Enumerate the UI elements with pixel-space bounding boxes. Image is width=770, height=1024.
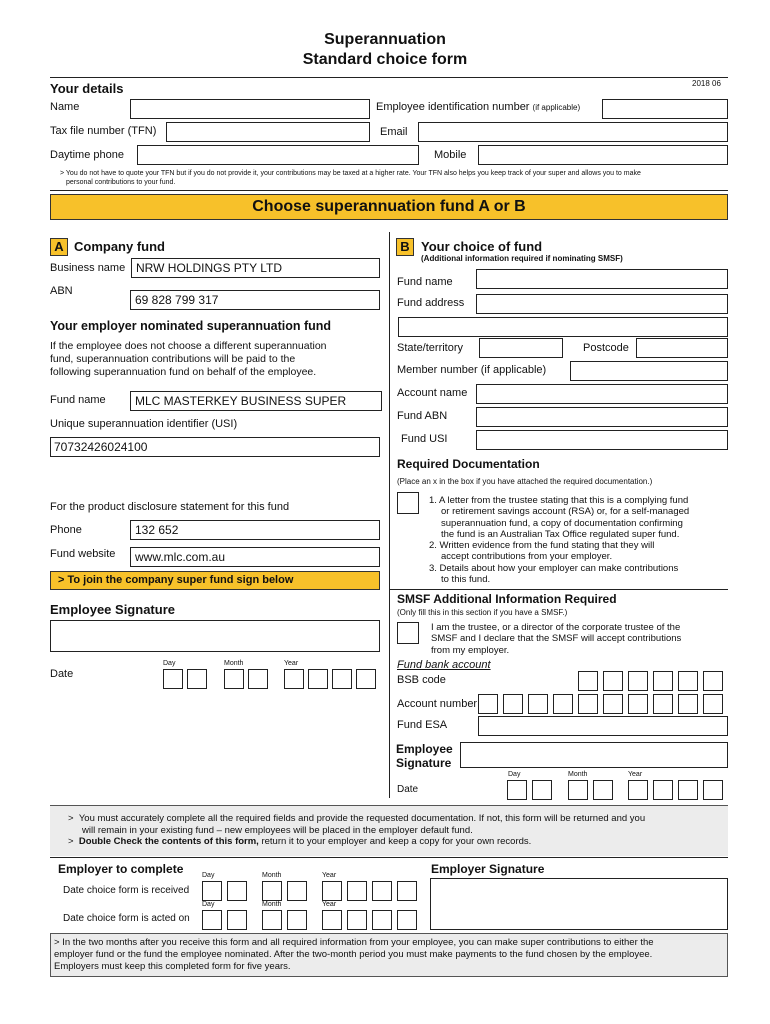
employee-signature-label-b bbox=[396, 742, 453, 770]
fund-name-label-a: Fund name bbox=[50, 394, 106, 406]
account-number-cell[interactable] bbox=[703, 694, 723, 714]
bottom-note-line1: > In the two months after you receive this form and all required information from your employee, you can make super contributions to either the bbox=[54, 937, 654, 948]
section-b-subheading: (Additional information required if nominating SMSF) bbox=[421, 254, 623, 263]
tfn-note-line2: personal contributions to your fund. bbox=[66, 179, 176, 186]
smsf-rule bbox=[390, 589, 728, 590]
bsb-cell[interactable] bbox=[703, 671, 723, 691]
date-cell[interactable] bbox=[262, 910, 282, 930]
details-rule bbox=[50, 190, 728, 191]
footer-notes bbox=[68, 813, 718, 848]
date-cell[interactable] bbox=[227, 910, 247, 930]
nominated-fund-text bbox=[50, 340, 380, 379]
employee-signature-heading-a: Employee Signature bbox=[50, 602, 175, 617]
date-cell[interactable] bbox=[347, 881, 367, 901]
month-label-a: Month bbox=[224, 660, 244, 667]
employee-signature-field-b[interactable] bbox=[460, 742, 728, 768]
smsf-heading: SMSF Additional Information Required bbox=[397, 592, 617, 606]
date-cell[interactable] bbox=[322, 910, 342, 930]
date-cell[interactable] bbox=[653, 780, 673, 800]
date-cell[interactable] bbox=[308, 669, 328, 689]
required-doc-checkbox[interactable] bbox=[397, 492, 419, 514]
date-cell[interactable] bbox=[248, 669, 268, 689]
doc-item-2b: accept contributions from your employer. bbox=[441, 551, 613, 563]
join-company-fund-bar bbox=[50, 571, 380, 590]
year-label-emp-2: Year bbox=[322, 901, 337, 908]
date-cell[interactable] bbox=[397, 910, 417, 930]
account-number-cell[interactable] bbox=[628, 694, 648, 714]
account-number-cell[interactable] bbox=[503, 694, 523, 714]
bsb-cell[interactable] bbox=[628, 671, 648, 691]
employer-top-rule bbox=[50, 857, 728, 858]
bsb-cell[interactable] bbox=[653, 671, 673, 691]
account-number-cell[interactable] bbox=[578, 694, 598, 714]
doc-item-2: 2. Written evidence from the fund stating that they will bbox=[429, 540, 655, 552]
bsb-cell[interactable] bbox=[578, 671, 598, 691]
daytime-phone-label: Daytime phone bbox=[50, 149, 124, 161]
pds-label: For the product disclosure statement for this fund bbox=[50, 501, 290, 513]
doc-item-1: 1. A letter from the trustee stating that this is a complying fund bbox=[429, 495, 689, 506]
smsf-text-2: SMSF and I declare that the SMSF will accept contributions bbox=[431, 633, 682, 645]
business-name-value: NRW HOLDINGS PTY LTD bbox=[136, 261, 283, 275]
tfn-note-line1: > You do not have to quote your TFN but if you do not provide it, your contributions may be taxed at a higher rate. Your TFN also helps you keep track of your super and allows you to make bbox=[60, 170, 641, 177]
employee-sig-b-2: Signature bbox=[396, 756, 452, 770]
date-cell[interactable] bbox=[568, 780, 588, 800]
date-cell[interactable] bbox=[187, 669, 207, 689]
month-label-b: Month bbox=[568, 771, 588, 778]
account-number-cell[interactable] bbox=[528, 694, 548, 714]
year-label-a: Year bbox=[284, 660, 299, 667]
date-cell[interactable] bbox=[372, 910, 392, 930]
postcode-label: Postcode bbox=[583, 342, 629, 354]
date-label-b: Date bbox=[397, 784, 419, 795]
day-label-b: Day bbox=[508, 771, 521, 778]
footer-note-bold: Double Check the contents of this form, bbox=[78, 836, 259, 847]
employee-id-field[interactable] bbox=[602, 99, 728, 119]
usi-label: Unique superannuation identifier (USI) bbox=[50, 418, 238, 430]
date-cell[interactable] bbox=[287, 910, 307, 930]
bsb-label: BSB code bbox=[397, 674, 446, 686]
form-title-line1: Superannuation bbox=[324, 31, 446, 48]
section-a-badge: A bbox=[50, 238, 68, 256]
account-number-cell[interactable] bbox=[603, 694, 623, 714]
email-label: Email bbox=[380, 126, 408, 138]
section-b-vertical-rule bbox=[389, 232, 390, 798]
version-label: 2018 06 bbox=[692, 79, 721, 88]
usi-value: 70732426024100 bbox=[54, 440, 148, 454]
date-cell[interactable] bbox=[322, 881, 342, 901]
year-label-emp-1: Year bbox=[322, 872, 337, 879]
employee-id-label-text: Employee identification number bbox=[376, 101, 530, 113]
date-cell[interactable] bbox=[284, 669, 304, 689]
date-cell[interactable] bbox=[224, 669, 244, 689]
member-number-label: Member number (if applicable) bbox=[397, 364, 547, 376]
received-label: Date choice form is received bbox=[63, 885, 190, 896]
account-number-cell[interactable] bbox=[553, 694, 573, 714]
doc-item-3b: to this fund. bbox=[441, 574, 491, 586]
day-label-emp-1: Day bbox=[202, 872, 215, 879]
fund-address-field-2[interactable] bbox=[398, 317, 728, 337]
smsf-text-3: from my employer. bbox=[431, 644, 510, 656]
account-name-label: Account name bbox=[397, 387, 468, 399]
date-cell[interactable] bbox=[356, 669, 376, 689]
form-title bbox=[0, 30, 770, 70]
footer-note-line3-rest: return it to your employer and keep a copy for your own records. bbox=[258, 836, 532, 847]
employer-signature-field[interactable] bbox=[430, 878, 728, 930]
bottom-note-line3: Employers must keep this completed form for five years. bbox=[54, 961, 291, 972]
smsf-text-1: I am the trustee, or a director of the corporate trustee of the bbox=[431, 622, 681, 633]
day-label-emp-2: Day bbox=[202, 901, 215, 908]
footer-bullet-2: > bbox=[68, 836, 79, 847]
month-label-emp-1: Month bbox=[262, 872, 282, 879]
tfn-field[interactable] bbox=[166, 122, 370, 142]
date-cell[interactable] bbox=[678, 780, 698, 800]
nominated-text-1: If the employee does not choose a different superannuation bbox=[50, 340, 327, 352]
email-field[interactable] bbox=[418, 122, 728, 142]
date-cell[interactable] bbox=[163, 669, 183, 689]
nominated-text-3: following superannuation fund on behalf of the employee. bbox=[50, 366, 317, 378]
footer-bullet-1: > bbox=[68, 813, 79, 824]
employer-heading: Employer to complete bbox=[58, 862, 184, 876]
fund-esa-label: Fund ESA bbox=[397, 719, 448, 731]
account-number-label: Account number bbox=[397, 698, 478, 710]
section-b-heading: Your choice of fund bbox=[421, 239, 543, 254]
nominated-text-2: fund, superannuation contributions will be paid to the bbox=[50, 353, 296, 365]
abn-value: 69 828 799 317 bbox=[135, 293, 219, 307]
fund-abn-label: Fund ABN bbox=[397, 410, 448, 422]
required-doc-heading: Required Documentation bbox=[397, 457, 540, 471]
tfn-label: Tax file number (TFN) bbox=[50, 125, 157, 137]
account-number-cell[interactable] bbox=[653, 694, 673, 714]
fund-usi-label: Fund USI bbox=[401, 433, 448, 445]
date-cell[interactable] bbox=[628, 780, 648, 800]
postcode-field[interactable] bbox=[636, 338, 728, 358]
daytime-phone-field[interactable] bbox=[137, 145, 419, 165]
fund-bank-label: Fund bank account bbox=[397, 659, 491, 671]
member-number-field[interactable] bbox=[570, 361, 728, 381]
smsf-note: (Only fill this in this section if you have a SMSF.) bbox=[397, 608, 568, 617]
section-a-heading: Company fund bbox=[74, 239, 165, 254]
tfn-note bbox=[60, 169, 730, 187]
mobile-field[interactable] bbox=[478, 145, 728, 165]
date-cell[interactable] bbox=[202, 910, 222, 930]
footer-note-line1-text: You must accurately complete all the required fields and provide the requested documentation. If not, this form will be returned and you bbox=[78, 813, 646, 824]
phone-value: 132 652 bbox=[135, 523, 179, 537]
account-name-field[interactable] bbox=[476, 384, 728, 404]
day-label-a: Day bbox=[163, 660, 176, 667]
required-doc-note: (Place an x in the box if you have attached the required documentation.) bbox=[397, 477, 653, 486]
fund-esa-field[interactable] bbox=[478, 716, 728, 736]
smsf-declaration bbox=[431, 622, 731, 656]
footer-note-line1 bbox=[68, 813, 718, 825]
state-label: State/territory bbox=[397, 342, 464, 354]
date-cell[interactable] bbox=[532, 780, 552, 800]
employee-id-label bbox=[376, 101, 580, 113]
date-cell[interactable] bbox=[202, 881, 222, 901]
date-cell[interactable] bbox=[397, 881, 417, 901]
fund-name-label-b: Fund name bbox=[397, 276, 453, 288]
bottom-note bbox=[54, 937, 724, 973]
fund-usi-field[interactable] bbox=[476, 430, 728, 450]
employee-sig-b-1: Employee bbox=[396, 742, 453, 756]
footer-note-line3 bbox=[68, 836, 718, 848]
employee-id-note: (if applicable) bbox=[532, 103, 581, 112]
account-number-cell[interactable] bbox=[678, 694, 698, 714]
month-label-emp-2: Month bbox=[262, 901, 282, 908]
bsb-cell[interactable] bbox=[678, 671, 698, 691]
account-number-cell[interactable] bbox=[478, 694, 498, 714]
doc-item-1d: the fund is an Australian Tax Office regulated super fund. bbox=[441, 528, 680, 540]
join-company-fund-text: > To join the company super fund sign below bbox=[58, 574, 294, 586]
date-cell[interactable] bbox=[703, 780, 723, 800]
doc-item-1b: or retirement savings account (RSA) or, for a self-managed bbox=[441, 506, 690, 518]
smsf-checkbox[interactable] bbox=[397, 622, 419, 644]
mobile-label: Mobile bbox=[434, 149, 467, 161]
form-title-line2: Standard choice form bbox=[302, 51, 468, 68]
website-value: www.mlc.com.au bbox=[135, 550, 226, 564]
bottom-note-line2: employer fund or the fund the employee nominated. After the two-month period you must make payments to the fund chosen by the employee. bbox=[54, 949, 653, 960]
acted-label: Date choice form is acted on bbox=[63, 913, 190, 924]
date-label-a: Date bbox=[50, 668, 74, 680]
date-cell[interactable] bbox=[287, 881, 307, 901]
date-cell[interactable] bbox=[507, 780, 527, 800]
state-field[interactable] bbox=[479, 338, 563, 358]
fund-name-value-a: MLC MASTERKEY BUSINESS SUPER bbox=[135, 394, 347, 408]
fund-abn-field[interactable] bbox=[476, 407, 728, 427]
phone-label: Phone bbox=[50, 524, 82, 536]
date-cell[interactable] bbox=[347, 910, 367, 930]
name-label: Name bbox=[50, 101, 80, 113]
choose-fund-banner bbox=[50, 194, 728, 220]
bsb-cell[interactable] bbox=[603, 671, 623, 691]
fund-address-label: Fund address bbox=[397, 297, 465, 309]
fund-name-field-b[interactable] bbox=[476, 269, 728, 289]
date-cell[interactable] bbox=[227, 881, 247, 901]
footer-note-line2: will remain in your existing fund – new employees will be placed in the employer default fund. bbox=[82, 824, 473, 836]
website-label: Fund website bbox=[50, 548, 116, 560]
fund-address-field-1[interactable] bbox=[476, 294, 728, 314]
abn-label: ABN bbox=[50, 285, 73, 297]
section-b-badge: B bbox=[396, 238, 414, 256]
business-name-label: Business name bbox=[50, 262, 126, 274]
employer-signature-heading: Employer Signature bbox=[431, 862, 545, 876]
date-cell[interactable] bbox=[593, 780, 613, 800]
employee-signature-field-a[interactable] bbox=[50, 620, 380, 652]
doc-item-3: 3. Details about how your employer can make contributions bbox=[429, 562, 679, 574]
required-doc-list bbox=[429, 495, 729, 585]
year-label-b: Year bbox=[628, 771, 643, 778]
header-rule bbox=[50, 77, 728, 78]
name-field[interactable] bbox=[130, 99, 370, 119]
date-cell[interactable] bbox=[372, 881, 392, 901]
date-cell[interactable] bbox=[262, 881, 282, 901]
date-cell[interactable] bbox=[332, 669, 352, 689]
choose-fund-banner-text: Choose superannuation fund A or B bbox=[252, 198, 526, 215]
your-details-heading: Your details bbox=[50, 81, 124, 96]
nominated-fund-heading: Your employer nominated superannuation fund bbox=[50, 319, 332, 333]
doc-item-1c: superannuation fund, a copy of documentation confirming bbox=[441, 517, 683, 529]
